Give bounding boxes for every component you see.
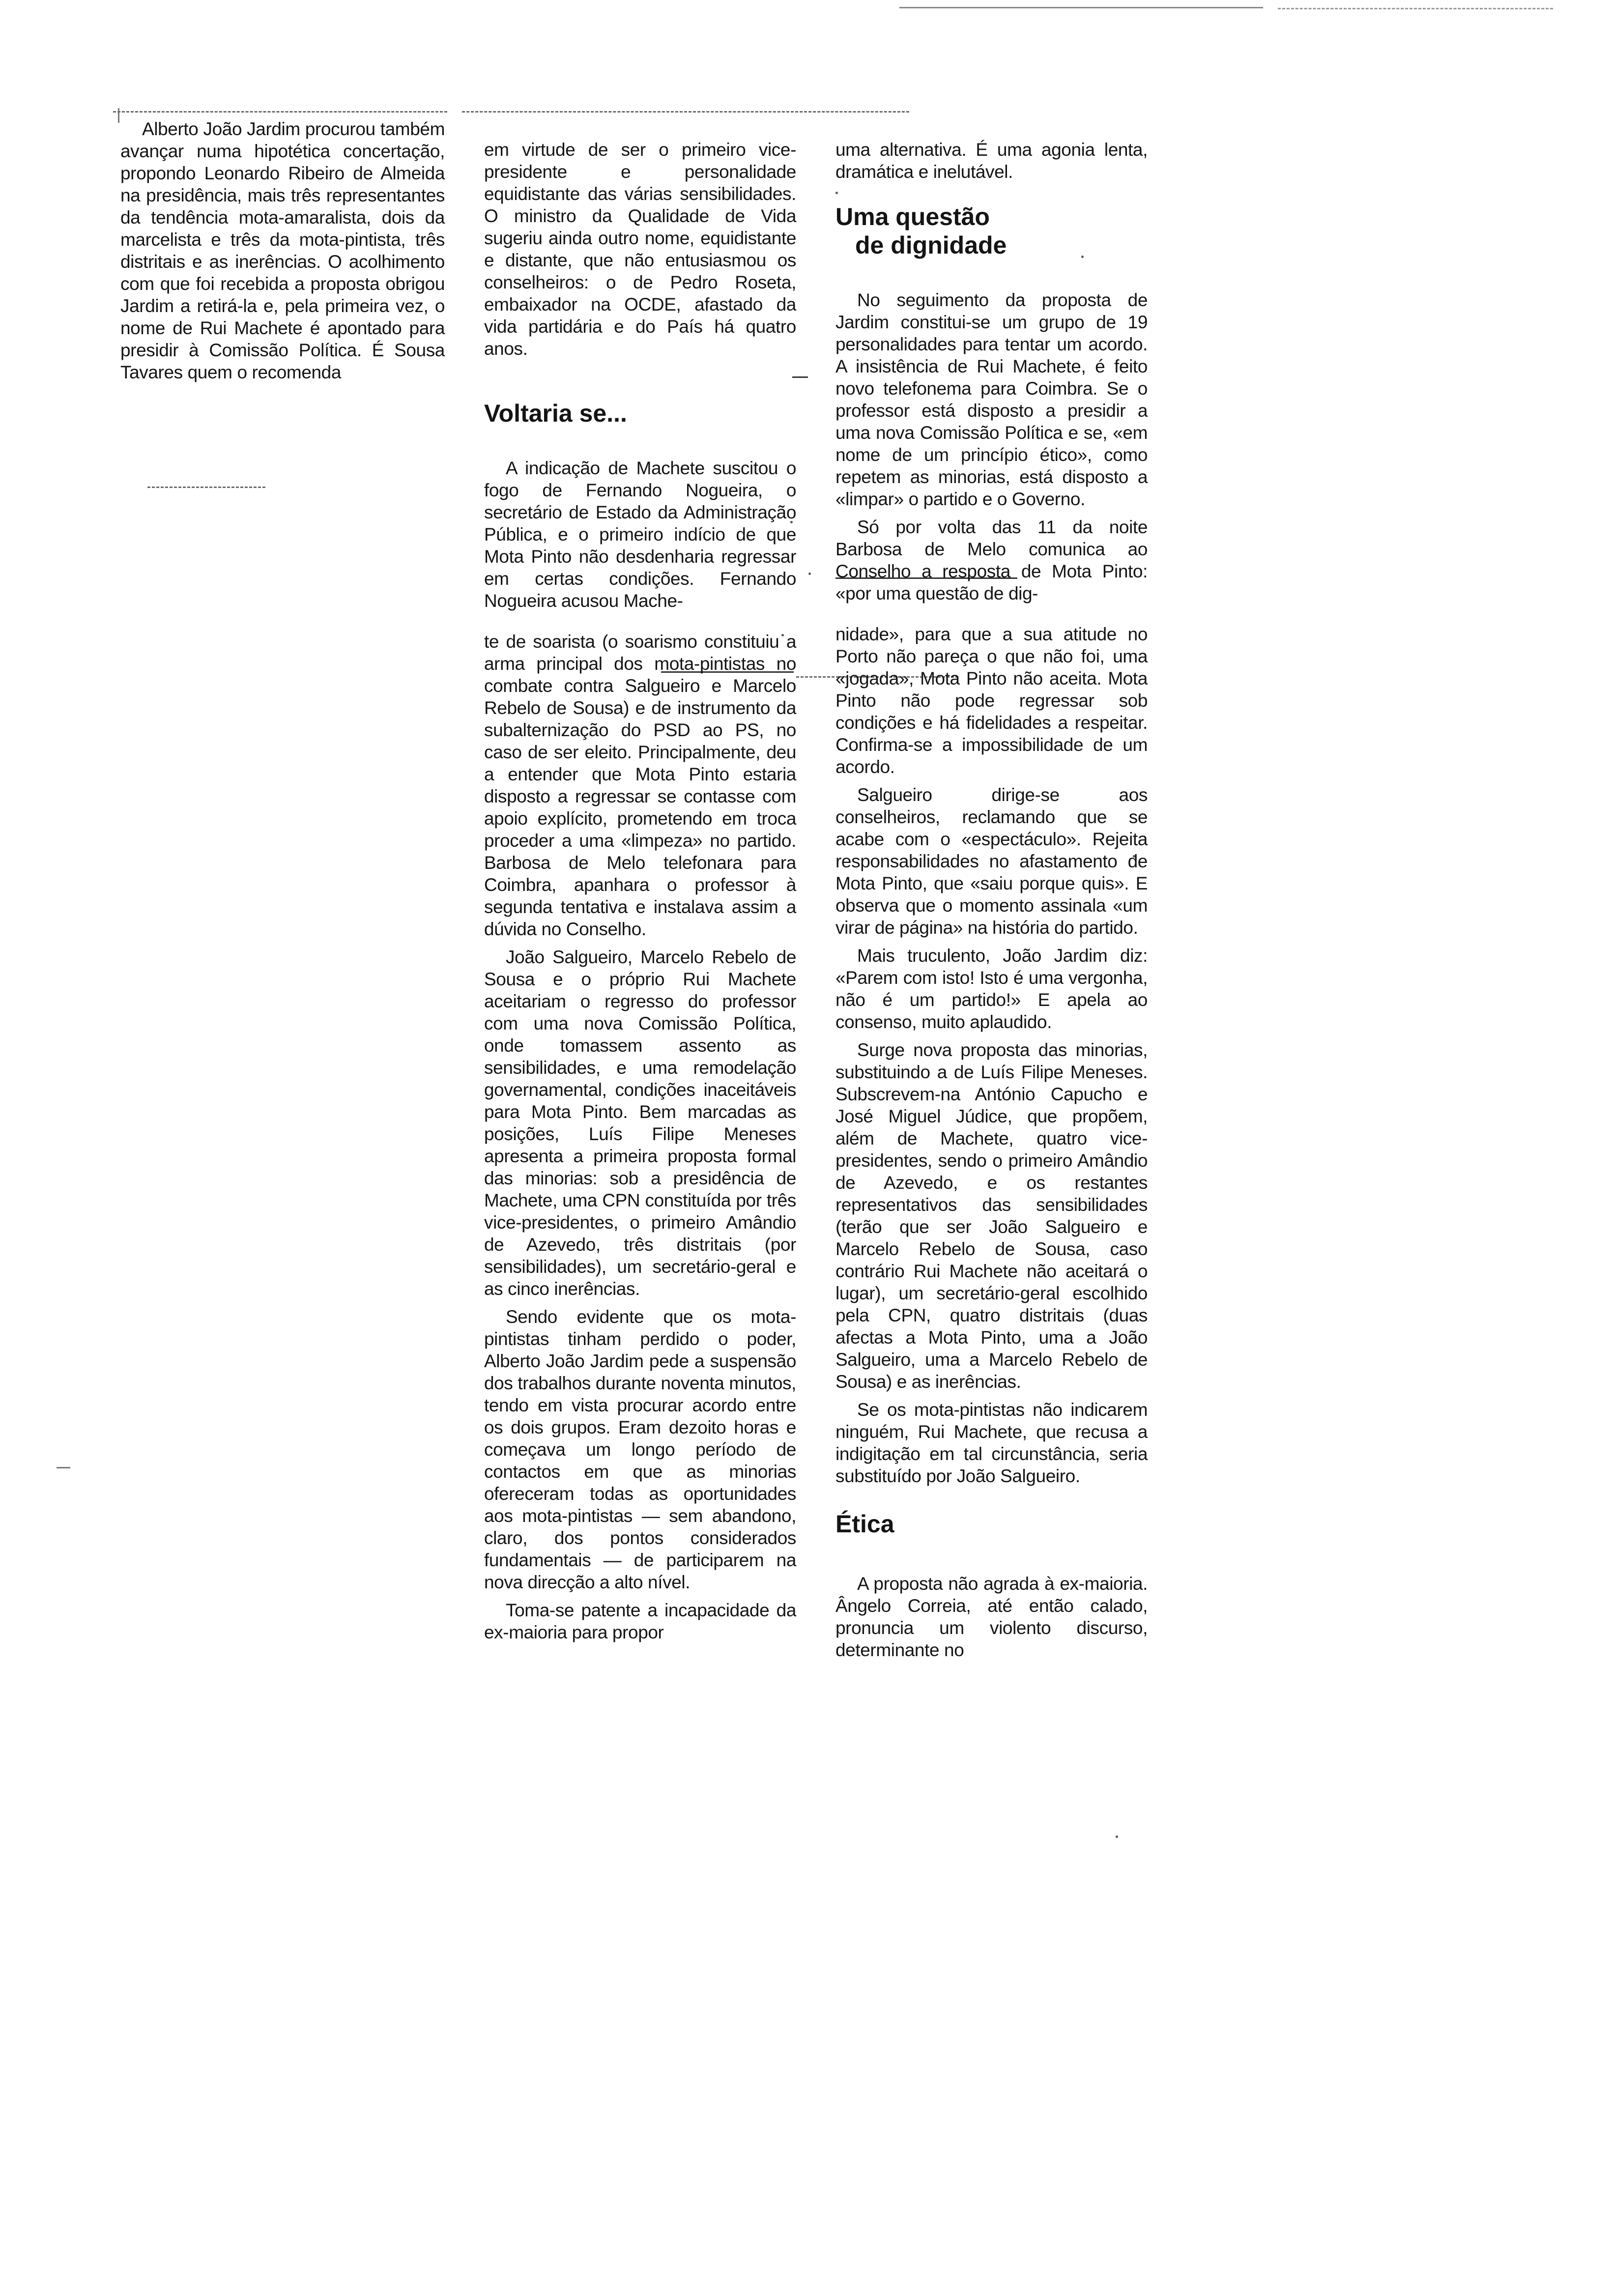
- left-margin-mark: [57, 1467, 70, 1468]
- scan-speck: [808, 573, 811, 575]
- col3-paragraph-7: Surge nova proposta das minorias, substituindo a de Luís Filipe Meneses. Subscrevem-na António Capucho e José Miguel Júdice, que propõem, além de Machete, quatro vice-presidentes, sendo o primeiro Amândio de Azevedo, e os restantes representativos das sensibilidades (terão que ser João Salgueiro e Marcelo Rebelo de Sousa, caso contrário Rui Machete não aceitará o lugar), um secretário-geral escolhido pela CPN, quatro distritais (duas afectas a Mota Pinto, uma a João Salgueiro, uma a Marcelo Rebelo de Sousa) e as inerências.: [835, 1040, 1148, 1392]
- col3-paragraph-1: uma alternativa. É uma agonia lenta, dramática e inelutável.: [835, 140, 1148, 182]
- col3-paragraph-3: Só por volta das 11 da noite Barbosa de Melo comunica ao Conselho a resposta de Mota Pinto: «por uma questão de dig-: [835, 517, 1148, 603]
- col3-paragraph-8: Se os mota-pintistas não indicarem ninguém, Rui Machete, que recusa a indigitação em tal circunstância, seria substituído por João Salgueiro.: [835, 1400, 1148, 1486]
- subheading-voltaria: Voltaria se...: [484, 400, 627, 427]
- article-column-1: [120, 118, 445, 383]
- col2-paragraph-6: Toma-se patente a incapacidade da ex-maioria para propor: [484, 1600, 796, 1642]
- col2-paragraph-5: Sendo evidente que os mota-pintistas tinham perdido o poder, Alberto João Jardim pede a suspensão dos trabalhos durante noventa minutos, tendo em vista procurar acordo entre os dois grupos. Eram dezoito horas e começava um longo período de contactos em que as minorias ofereceram todas as oportunidades aos mota-pintistas — sem abandono, claro, dos pontos considerados fundamentais — de participarem na nova direcção a alto nível.: [484, 1307, 796, 1592]
- col1-paragraph-1: Alberto João Jardim procurou também avançar numa hipotética concertação, propondo Leonardo Ribeiro de Almeida na presidência, mais três representantes da tendência mota-amaralista, dois da marcelista e três da mota-pintista, três distritais e as inerências. O acolhimento com que foi recebida a proposta obrigou Jardim a retirá-la e, pela primeira vez, o nome de Rui Machete é apontado para presidir à Comissão Política. É Sousa Tavares quem o recomenda: [120, 119, 445, 382]
- col2-paragraph-1: em virtude de ser o primeiro vice-presidente e personalidade equidistante das várias sensibilidades. O ministro da Qualidade de Vida sugeriu ainda outro nome, equidistante e distante, que não entusiasmou os conselheiros: o de Pedro Roseta, embaixador na OCDE, afastado da vida partidária e do País há quatro anos.: [484, 140, 796, 359]
- col2-paragraph-3: te de soarista (o soarismo constituiu a arma principal dos mota-pintistas no combate contra Salgueiro e Marcelo Rebelo de Sousa) e de instrumento da subalternização do PSD ao PS, no caso de ser eleito. Principalmente, deu a entender que Mota Pinto estaria disposto a regressar se contasse com apoio explícito, prometendo em troca proceder a uma «limpeza» no partido. Barbosa de Melo telefonara para Coimbra, apanhara o professor à segunda tentativa e instalava assim a dúvida no Conselho.: [484, 631, 796, 939]
- subheading-etica: Ética: [835, 1510, 894, 1538]
- article-column-2: [484, 139, 796, 1643]
- top-rule-dashed: [1278, 8, 1553, 9]
- col1-top-dashed-rule: [113, 111, 447, 113]
- col3-paragraph-4: nidade», para que a sua atitude no Porto não pareça o que não foi, uma «jogada», Mota Pinto não aceita. Mota Pinto não pode regressar sob condições e há fidelidades a respeitar. Confirma-se a impossibilidade de um acordo.: [835, 624, 1148, 777]
- article-column-3: [835, 139, 1148, 1661]
- col3-paragraph-9: A proposta não agrada à ex-maioria. Ângelo Correia, até então calado, pronuncia um violento discurso, determinante no: [835, 1574, 1148, 1660]
- scan-speck: [1116, 1836, 1118, 1838]
- col3-paragraph-2: No seguimento da proposta de Jardim constitui-se um grupo de 19 personalidades para tentar um acordo. A insistência de Rui Machete, é feito novo telefonema para Coimbra. Se o professor está disposto a presidir a uma nova Comissão Política e se, «em nome de um princípio ético», como repetem as minorias, está disposto a «limpar» o partido e o Governo.: [835, 290, 1148, 509]
- col2-paragraph-2: A indicação de Machete suscitou o fogo de Fernando Nogueira, o secretário de Estado da Administração Pública, e o primeiro indício de que Mota Pinto não desdenharia regressar em certas condições. Fernando Nogueira acusou Mache-: [484, 458, 796, 611]
- subheading-uma-questao-de-dignidade: [835, 202, 1148, 259]
- subheading-line-1: Uma questão: [835, 203, 990, 230]
- col1-bottom-dashed-rule: [147, 487, 265, 488]
- top-rule-right: [899, 7, 1263, 8]
- subheading-line-2: de dignidade: [855, 231, 1007, 259]
- column-top-dashed-rule: [462, 111, 909, 113]
- left-margin-tick: [118, 108, 119, 123]
- col3-paragraph-5: Salgueiro dirige-se aos conselheiros, reclamando que se acabe com o «espectáculo». Rejeita responsabilidades no afastamento de Mota Pinto, que «saiu porque quis». E observa que o momento assinala «um virar de página» na história do partido.: [835, 785, 1148, 938]
- col3-paragraph-6: Mais truculento, João Jardim diz: «Parem com isto! Isto é uma vergonha, não é um partido!» E apela ao consenso, muito aplaudido.: [835, 946, 1148, 1032]
- col2-paragraph-4: João Salgueiro, Marcelo Rebelo de Sousa e o próprio Rui Machete aceitariam o regresso do professor com uma nova Comissão Política, onde tomassem assento as sensibilidades, e uma remodelação governamental, condições inaceitáveis para Mota Pinto. Bem marcadas as posições, Luís Filipe Meneses apresenta a primeira proposta formal das minorias: sob a presidência de Machete, uma CPN constituída por três vice-presidentes, o primeiro Amândio de Azevedo, três distritais (por sensibilidades), um secretário-geral e as cinco inerências.: [484, 947, 796, 1299]
